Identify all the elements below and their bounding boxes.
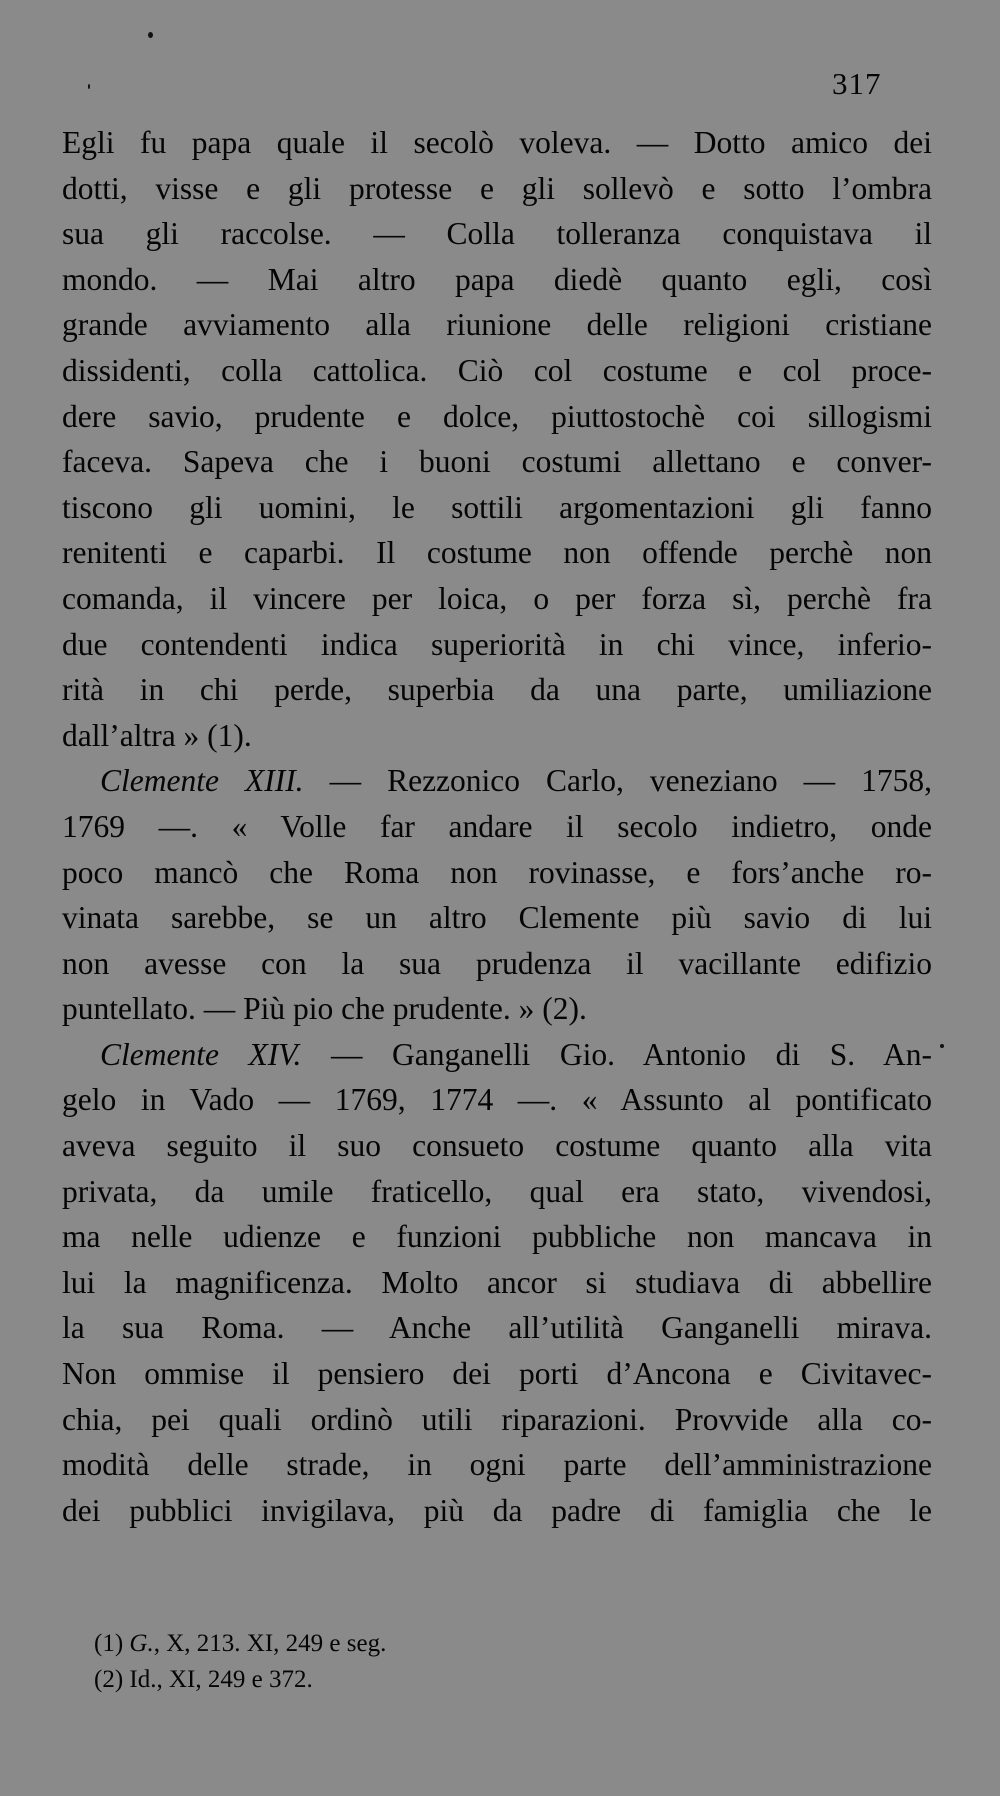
text-line: poco mancò che Roma non rovinasse, e forsʼanche ro-	[62, 854, 932, 890]
footnote-marker: (2)	[94, 1666, 124, 1693]
text-line-clemente-xiv	[62, 1032, 932, 1078]
footnote	[94, 1626, 694, 1662]
text-line: dall’altra » (1).	[62, 717, 252, 753]
scan-speck	[148, 32, 153, 38]
text-line: mondo. — Mai altro papa diedè quanto egli, così	[62, 261, 932, 297]
footnote-marker: (1)	[94, 1630, 124, 1657]
text-line: puntellato. — Più pio che prudente. » (2).	[62, 991, 587, 1027]
scan-speck	[88, 84, 90, 89]
text-line: comanda, il vincere per loica, o per forza sì, perchè fra	[62, 580, 932, 616]
text-line: lui la magnificenza. Molto ancor si studiava di abbellire	[62, 1264, 932, 1300]
page-number: 317	[832, 66, 882, 101]
footnote-source: G.	[129, 1630, 154, 1657]
text-line: faceva. Sapeva che i buoni costumi allettano e conver-	[62, 444, 932, 480]
text-line: modità delle strade, in ogni parte dell’amministrazione	[62, 1447, 932, 1483]
text-line: rità in chi perde, superbia da una parte, umiliazione	[62, 672, 932, 708]
footnote-text: , X, 213. XI, 249 e seg.	[153, 1630, 387, 1657]
footnote-text: Id., XI, 249 e 372.	[129, 1666, 313, 1693]
text-line: privata, da umile fraticello, qual era stato, vivendosi,	[62, 1173, 932, 1209]
text-line: Non ommise il pensiero dei porti d’Ancona e Civitavec-	[62, 1356, 932, 1392]
pope-name: Clemente XIV.	[100, 1036, 302, 1072]
footnote	[94, 1662, 694, 1698]
text-line: dei pubblici invigilava, più da padre di famiglia che le	[62, 1492, 932, 1528]
pope-name: Clemente XIII.	[100, 763, 304, 799]
footnotes	[94, 1626, 694, 1698]
text-line-clemente-xiii	[62, 758, 932, 804]
text-line: non avesse con la sua prudenza il vacillante edifizio	[62, 945, 932, 981]
text-line: dere savio, prudente e dolce, piuttostochè coi sillogismi	[62, 398, 932, 434]
text-line: la sua Roma. — Anche all’utilità Ganganelli mirava.	[62, 1310, 932, 1346]
text-line: chia, pei quali ordinò utili riparazioni. Provvide alla co-	[62, 1401, 932, 1437]
text-line: dotti, visse e gli protesse e gli sollevò e sotto l’ombra	[62, 170, 932, 206]
scan-speck	[940, 1044, 944, 1048]
text-line: grande avviamento alla riunione delle religioni cristiane	[62, 307, 932, 343]
pope-details: — Rezzonico Carlo, veneziano — 1758,	[303, 763, 932, 799]
text-line: Egli fu papa quale il secolò voleva. — Dotto amico dei	[62, 125, 932, 160]
text-line: tiscono gli uomini, le sottili argomentazioni gli fanno	[62, 489, 932, 525]
text-line: ma nelle udienze e funzioni pubbliche non mancava in	[62, 1219, 932, 1255]
text-line: 1769 —. « Volle far andare il secolo indietro, onde	[62, 808, 932, 844]
text-line: sua gli raccolse. — Colla tolleranza conquistava il	[62, 216, 932, 252]
pope-details: — Ganganelli Gio. Antonio di S. An-	[301, 1036, 932, 1072]
text-line: aveva seguito il suo consueto costume quanto alla vita	[62, 1128, 932, 1164]
text-line: due contendenti indica superiorità in chi vince, inferio-	[62, 626, 932, 662]
body-text	[62, 120, 932, 1533]
text-line: vinata sarebbe, se un altro Clemente più savio di lui	[62, 900, 932, 936]
text-line: dissidenti, colla cattolica. Ciò col costume e col proce-	[62, 352, 932, 388]
text-line: gelo in Vado — 1769, 1774 —. « Assunto al pontificato	[62, 1082, 932, 1118]
text-line: renitenti e caparbi. Il costume non offende perchè non	[62, 535, 932, 571]
